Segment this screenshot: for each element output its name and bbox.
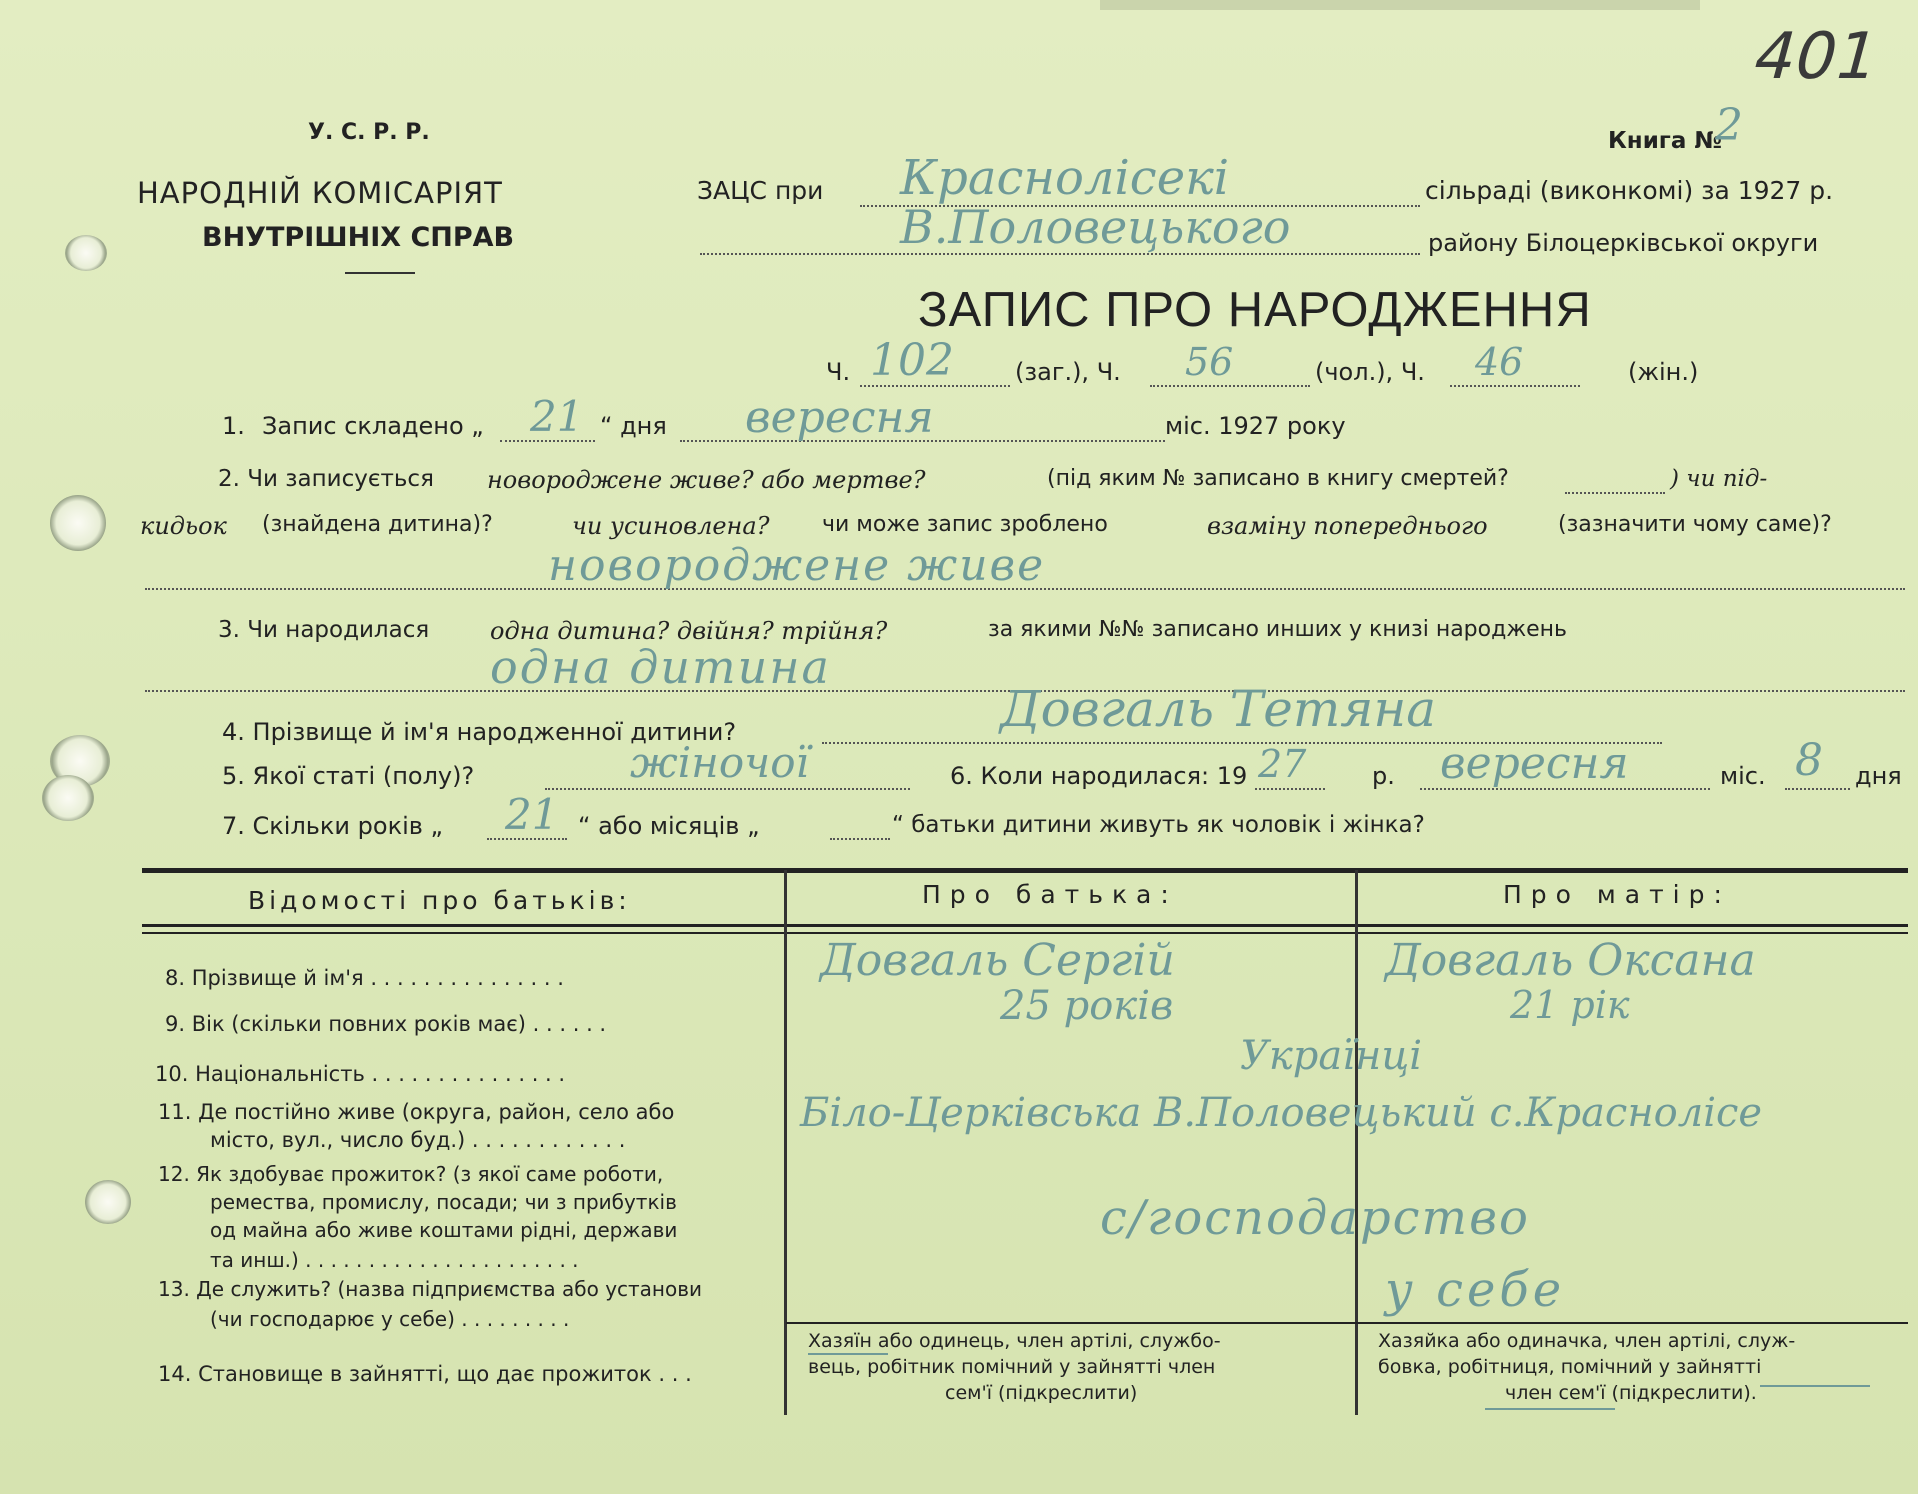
header-divider — [345, 272, 415, 274]
mother-name: Довгаль Оксана — [1385, 935, 1756, 986]
q2-line2-d: чи може запис зроблено — [822, 512, 1108, 537]
mother-status-underline — [1485, 1408, 1615, 1410]
col-header-father: Про батька: — [922, 880, 1178, 909]
employer: у себе — [1385, 1262, 1566, 1318]
q6-label: 6. Коли народилася: 19 — [950, 762, 1248, 790]
father-status-option-3: сем'ї (підкреслити) — [945, 1382, 1138, 1404]
mother-age: 21 рік — [1510, 983, 1630, 1027]
row9-label: 9. Вік (скільки повних років має) . . . . . . — [165, 1012, 607, 1036]
table-header-rule — [142, 924, 1908, 927]
q1-prefix: Запис складено „ — [262, 412, 484, 440]
q7-c: “ батьки дитини живуть як чоловік і жінка? — [892, 812, 1425, 838]
row13-label-2: (чи господарює у себе) . . . . . . . . . — [210, 1307, 570, 1331]
q6-r: р. — [1372, 762, 1395, 790]
q7-a: 7. Скільки років „ — [222, 812, 443, 840]
father-status-underline — [808, 1353, 888, 1355]
row8-label: 8. Прізвище й ім'я . . . . . . . . . . . . . . . — [165, 966, 564, 990]
q5-label: 5. Якої статі (полу)? — [222, 762, 475, 790]
q1-suffix: міс. 1927 року — [1165, 412, 1346, 440]
mother-status-option-3: член сем'ї (підкреслити). — [1505, 1382, 1757, 1404]
row10-label: 10. Національність . . . . . . . . . . . . . . . — [155, 1062, 566, 1086]
table-header-rule-2 — [142, 932, 1908, 934]
father-name: Довгаль Сергій — [820, 935, 1175, 986]
q6-year-line — [1255, 788, 1325, 790]
q2-line1-b: новороджене живе? або мертве? — [487, 466, 926, 494]
q6-mis: міс. — [1720, 762, 1766, 790]
q1-month: вересня — [745, 392, 934, 443]
q2-line2-b: (знайдена дитина)? — [262, 512, 493, 537]
q1-day: 21 — [530, 392, 584, 441]
q3-answer: одна дитина — [490, 640, 831, 694]
q4-label: 4. Прізвище й ім'я народженної дитини? — [222, 718, 737, 746]
table-col-divider-2 — [1355, 870, 1358, 1415]
female-line — [1450, 385, 1580, 387]
q2-line1-c: (під яким № записано в книгу смертей? — [1047, 466, 1509, 491]
district-suffix: району Білоцерківської округи — [1428, 229, 1819, 257]
nationality: Українці — [1240, 1033, 1423, 1079]
ch-label-1: Ч. — [826, 358, 851, 386]
total-label: (заг.), Ч. — [1015, 358, 1121, 386]
q2-deaths-line — [1565, 492, 1665, 494]
commissariat-line1: НАРОДНІЙ КОМІСАРІЯТ — [137, 176, 503, 210]
q3-a: 3. Чи народилася — [218, 617, 430, 643]
ussr-label: У. С. Р. Р. — [308, 120, 430, 145]
row12-label-4: та инш.) . . . . . . . . . . . . . . . . . . . . . . — [210, 1248, 579, 1272]
q2-line2-c: чи усиновлена? — [572, 512, 770, 540]
father-status-option-1: Хазяїн або одинець, член артілі, службо- — [808, 1330, 1221, 1352]
commissariat-line2: ВНУТРІШНІХ СПРАВ — [202, 222, 515, 253]
mother-status-option-1: Хазяйка або одиначка, член артілі, служ- — [1378, 1330, 1796, 1352]
table-row14-rule — [786, 1322, 1908, 1324]
table-col-divider-1 — [784, 870, 787, 1415]
document-title: ЗАПИС ПРО НАРОДЖЕННЯ — [918, 283, 1592, 337]
q5-answer: жіночої — [630, 738, 809, 787]
top-faded-strip — [1100, 0, 1700, 10]
q6-day-line — [1785, 788, 1850, 790]
row11-label: 11. Де постійно живе (округа, район, село або — [158, 1100, 675, 1124]
punch-hole — [42, 775, 94, 821]
q1-number: 1. — [222, 412, 245, 440]
village-handwritten: Краснолісекі — [900, 150, 1230, 206]
col-header-parents: Відомості про батьків: — [248, 886, 631, 915]
q2-answer: новороджене живе — [548, 540, 1046, 591]
row13-label: 13. Де служить? (назва підприємства або установи — [158, 1277, 703, 1301]
q5-answer-line — [545, 788, 910, 790]
q2-line2-e: взаміну попереднього — [1207, 512, 1488, 540]
row14-label: 14. Становище в зайнятті, що дає прожиток . . . — [158, 1362, 692, 1386]
punch-hole — [85, 1180, 131, 1224]
mother-status-option-2: бовка, робітниця, помічний у зайнятті — [1378, 1356, 1762, 1378]
q1-mid: “ дня — [600, 412, 667, 440]
q2-line2-f: (зазначити чому саме)? — [1558, 512, 1832, 537]
total-number: 102 — [870, 335, 954, 386]
male-line — [1150, 385, 1310, 387]
book-number: 2 — [1715, 100, 1743, 151]
book-label: Книга № — [1608, 128, 1723, 154]
district-handwritten: В.Половецького — [900, 200, 1291, 254]
male-number: 56 — [1185, 340, 1234, 384]
father-age: 25 років — [1000, 983, 1174, 1029]
female-number: 46 — [1475, 340, 1524, 384]
row12-label: 12. Як здобуває прожиток? (з якої саме роботи, — [158, 1162, 664, 1186]
table-top-rule — [142, 868, 1908, 873]
father-status-option-2: вець, робітник помічний у зайнятті член — [808, 1356, 1216, 1378]
q3-b: одна дитина? двійня? трійня? — [490, 617, 888, 645]
q6-dnya: дня — [1855, 762, 1902, 790]
punch-hole — [65, 235, 107, 271]
female-label: (жін.) — [1628, 358, 1699, 386]
q2-line1-d: ) чи під- — [1670, 466, 1768, 492]
punch-hole — [50, 495, 106, 551]
q2-line1-a: 2. Чи записується — [218, 466, 434, 492]
q6-month: вересня — [1440, 738, 1629, 789]
q7-b: “ або місяців „ — [578, 812, 760, 840]
q4-answer: Довгаль Тетяна — [1000, 680, 1437, 738]
row11-label-2: місто, вул., число буд.) . . . . . . . . . . . . — [210, 1128, 626, 1152]
residence: Біло-Церківська В.Половецький с.Краснолісе — [800, 1090, 1763, 1136]
q7-months-line — [830, 838, 890, 840]
page-number: 401 — [1745, 20, 1888, 94]
q2-line2-a: кидьок — [140, 512, 227, 540]
village-suffix: сільраді (виконкомі) за 1927 р. — [1425, 176, 1834, 205]
row12-label-2: ремества, промислу, посади; чи з прибутків — [210, 1190, 677, 1214]
q3-c: за якими №№ записано инших у книзі народжень — [988, 617, 1568, 642]
col-header-mother: Про матір: — [1503, 880, 1731, 909]
q7-years: 21 — [505, 790, 559, 839]
livelihood: с/господарство — [1100, 1190, 1530, 1246]
row12-label-3: од майна або живе коштами рідні, держави — [210, 1218, 678, 1242]
male-label: (чол.), Ч. — [1315, 358, 1425, 386]
q6-day: 8 — [1795, 735, 1823, 786]
zacs-prefix: ЗАЦС при — [697, 176, 824, 205]
mother-status-underline-2 — [1760, 1385, 1870, 1387]
q6-year: 27 — [1258, 742, 1307, 786]
